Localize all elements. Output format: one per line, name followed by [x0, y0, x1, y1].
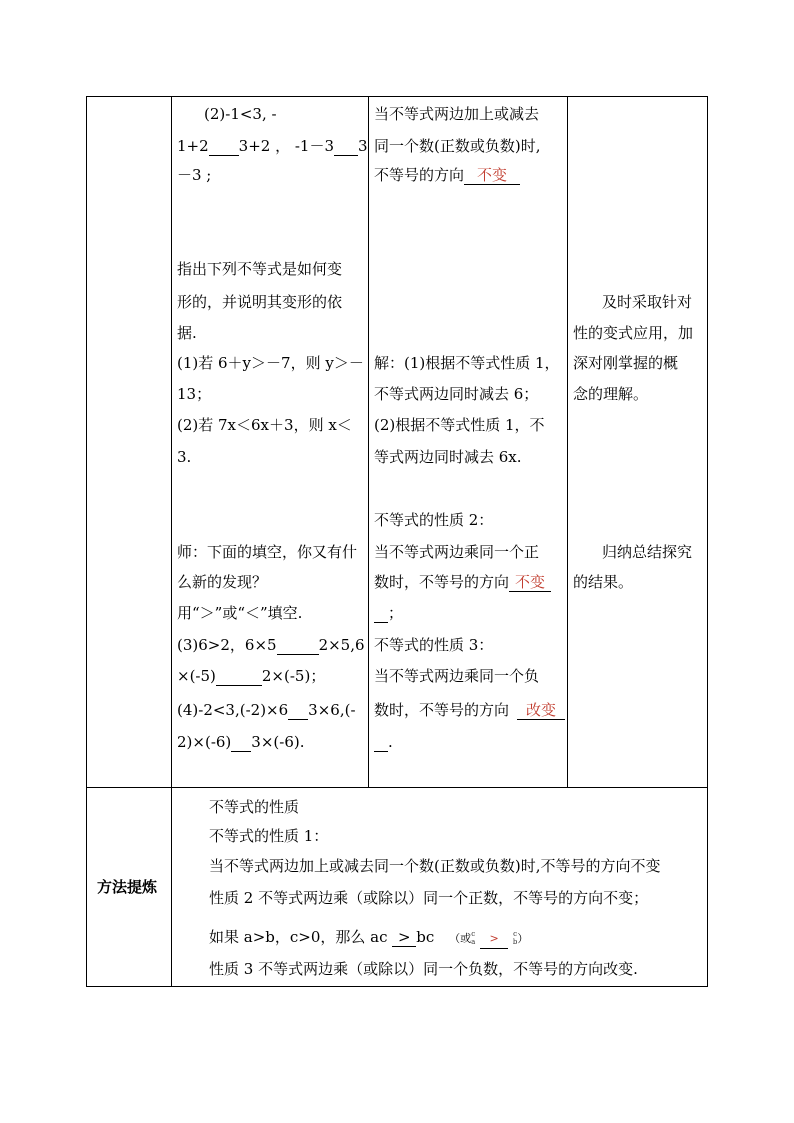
task-a-line-1: (1)若 6＋y＞－7，则 y＞－ [177, 354, 364, 372]
exercise-2-line-2 [177, 135, 368, 157]
solution-line-4: 等式两边同时减去 6x. [374, 448, 522, 466]
teacher-line-1: 师：下面的填空，你又有什 [177, 543, 358, 561]
task-line-2: 形的，并说明其变形的依 [177, 293, 343, 311]
task-a-line-2: 13； [177, 385, 212, 403]
fill3-text-b: 2×5,6 [318, 636, 365, 654]
m5-paren-open: （或 [449, 932, 472, 945]
note-1-line-4: 念的理解。 [573, 385, 649, 403]
note-1-line-2: 性的变式应用，加 [573, 324, 694, 342]
m5-text-a: 如果 a>b，c>0，那么 ac [209, 928, 388, 946]
p2-text: 数时，不等号的方向 [374, 573, 510, 591]
m5-answer-blank[interactable]: > [392, 928, 416, 947]
property-1-line-2: 同一个数(正数或负数)时, [374, 137, 541, 155]
blank-2[interactable] [334, 137, 358, 156]
blank-3[interactable] [277, 636, 319, 655]
property-3-line-3 [374, 731, 393, 753]
property-2-line-2 [374, 571, 551, 593]
property-2-line-3 [374, 602, 403, 624]
property-2-line-1: 当不等式两边乘同一个正 [374, 543, 540, 561]
fraction-c-over-a [471, 930, 475, 946]
solution-line-3: (2)根据不等式性质 1，不 [374, 416, 545, 434]
task-line-3: 据. [177, 324, 197, 342]
m5-text-b: bc [416, 928, 435, 946]
fill3-text-a: (3)6>2，6×5 [177, 636, 277, 654]
method-line-3: 当不等式两边加上或减去同一个数(正数或负数)时,不等号的方向不变 [209, 857, 661, 875]
task-b-line-2: 3. [177, 448, 192, 466]
blank-6[interactable] [231, 733, 251, 752]
method-line-2: 不等式的性质 1： [209, 827, 329, 845]
column-divider-3 [567, 96, 568, 787]
property-2-title: 不等式的性质 2： [374, 511, 494, 529]
p3-end: . [388, 733, 393, 751]
m5-paren-close: ） [517, 932, 529, 945]
exercise-2-line-1: (2)-1<3, - [204, 105, 277, 123]
property-3-line-2 [374, 699, 565, 721]
p2-end: ； [388, 604, 404, 622]
p1-text: 不等号的方向 [374, 166, 465, 184]
frac2-bot: b [512, 938, 518, 946]
property-1-line-3 [374, 164, 520, 186]
fill3-text-d: 2×(-5)； [261, 667, 326, 685]
column-divider-1 [171, 96, 172, 987]
note-1-line-1: 及时采取针对 [602, 293, 693, 311]
task-b-line-1: (2)若 7x＜6x＋3，则 x＜ [177, 416, 352, 434]
p3-text: 数时，不等号的方向 [374, 701, 510, 719]
row-divider [86, 787, 708, 788]
p3-answer-blank[interactable]: 改变 [517, 701, 565, 720]
note-1-line-3: 深对刚掌握的概 [573, 354, 679, 372]
teacher-line-3: 用“＞”或“＜”填空. [177, 604, 303, 622]
method-line-6: 性质 3 不等式两边乘（或除以）同一个负数，不等号的方向改变. [209, 960, 638, 978]
ex2-text-c: 3 [358, 137, 368, 155]
frac1-bot: a [471, 938, 476, 946]
fill4-text-d: 3×(-6). [251, 733, 305, 751]
task-line-1: 指出下列不等式是如何变 [177, 260, 343, 278]
p2-tail-blank [374, 604, 388, 623]
property-3-line-1: 当不等式两边乘同一个负 [374, 667, 540, 685]
fill3-text-c: ×(-5) [177, 667, 216, 685]
blank-5[interactable] [288, 701, 308, 720]
frac2-top: c [513, 930, 518, 938]
blank-1[interactable] [209, 137, 239, 156]
blank-4[interactable] [216, 667, 262, 686]
ex2-text-b: 3+2 ， -1－3 [238, 137, 335, 155]
p2-answer-blank[interactable]: 不变 [509, 573, 551, 592]
method-label: 方法提炼 [97, 878, 158, 896]
property-1-line-1: 当不等式两边加上或减去 [374, 105, 540, 123]
fill-4-line-1 [177, 699, 356, 721]
ex2-text-a: 1+2 [177, 137, 209, 155]
column-divider-2 [368, 96, 369, 787]
p1-answer-blank[interactable]: 不变 [464, 166, 520, 185]
teacher-line-2: 么新的发现？ [177, 573, 268, 591]
m5-fraction-answer[interactable]: > [480, 930, 508, 949]
fill-4-line-2 [177, 731, 304, 753]
solution-line-1: 解：(1)根据不等式性质 1， [374, 354, 560, 372]
frac1-top: c [471, 930, 476, 938]
fill-3-line-1 [177, 634, 365, 656]
solution-line-2: 不等式两边同时减去 6； [374, 385, 539, 403]
note-2-line-1: 归纳总结探究 [602, 543, 693, 561]
exercise-2-line-3: －3 ; [177, 166, 212, 184]
p3-tail-blank [374, 733, 388, 752]
method-line-4: 性质 2 不等式两边乘（或除以）同一个正数，不等号的方向不变； [209, 889, 649, 907]
property-3-title: 不等式的性质 3： [374, 636, 494, 654]
fill4-text-a: (4)-2<3,(-2)×6 [177, 701, 289, 719]
fill-3-line-2 [177, 665, 325, 687]
method-line-1: 不等式的性质 [209, 798, 300, 816]
fill4-text-b: 3×6,(- [308, 701, 356, 719]
fill4-text-c: 2)×(-6) [177, 733, 232, 751]
method-line-5 [209, 926, 528, 950]
note-2-line-2: 的结果。 [573, 573, 634, 591]
